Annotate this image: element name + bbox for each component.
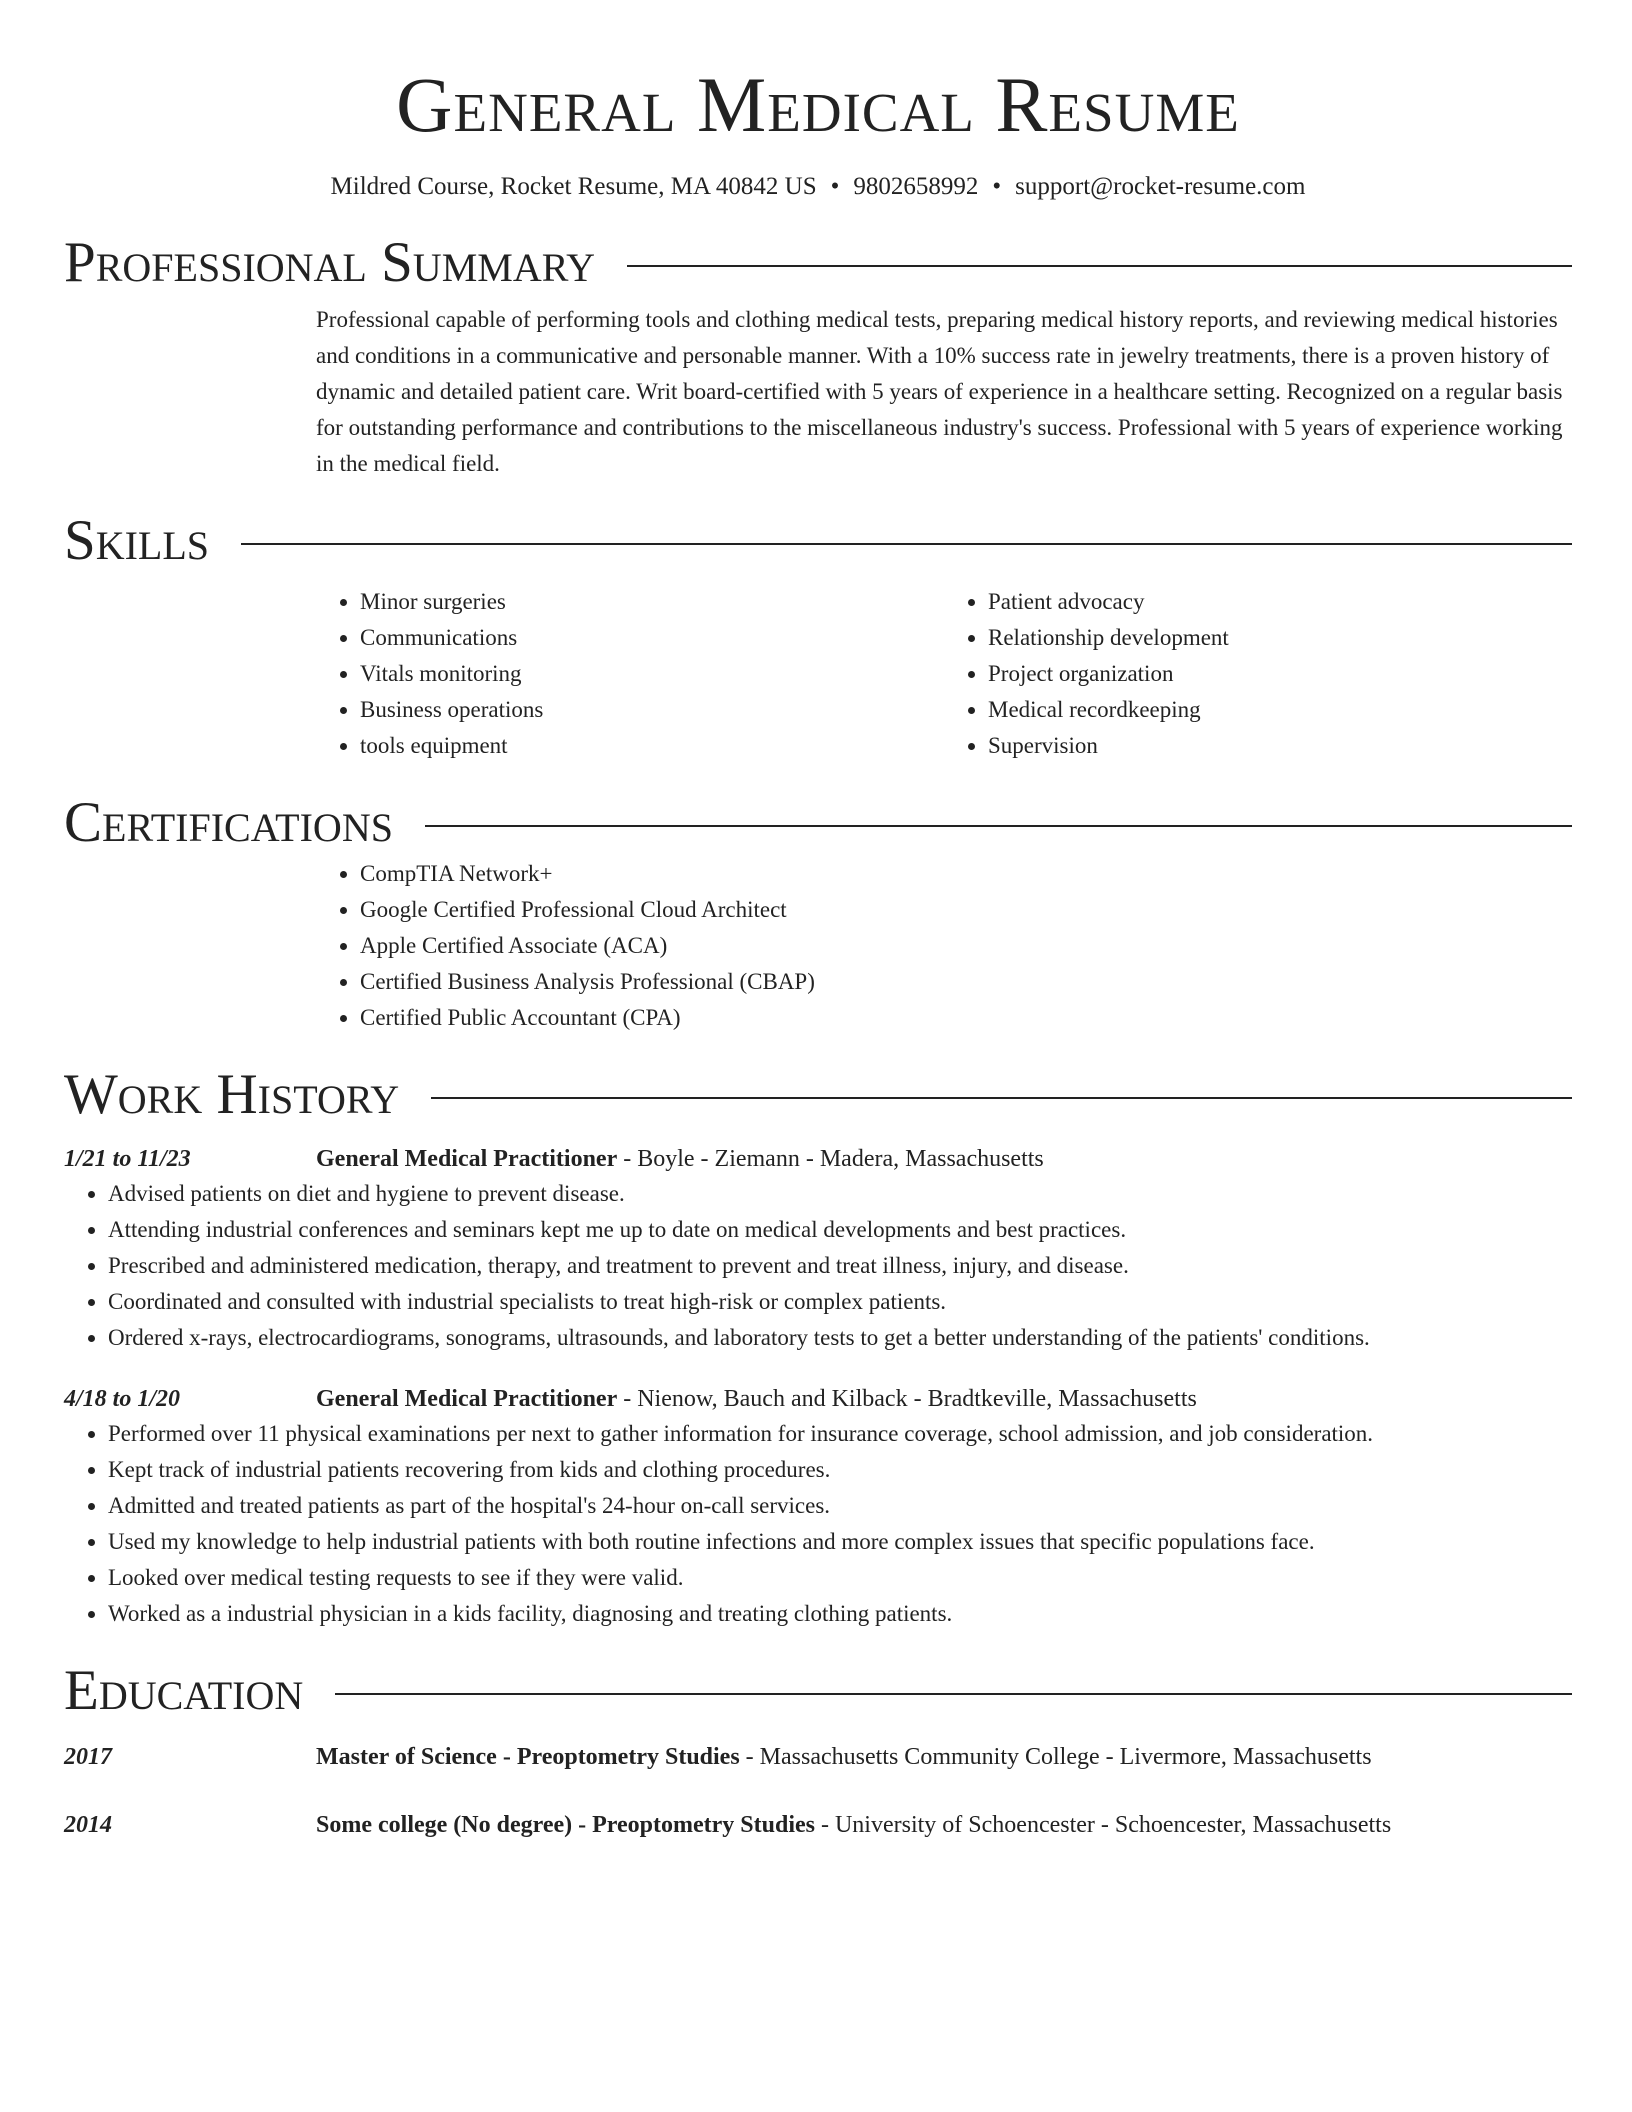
work-entry <box>64 1382 1572 1632</box>
contact-address: Mildred Course, Rocket Resume, MA 40842 US <box>330 173 817 200</box>
certification-item: • Google Certified Professional Cloud Architect <box>360 892 1572 928</box>
contact-separator: • <box>830 173 840 200</box>
certifications-section-header <box>64 790 1572 856</box>
section-divider <box>425 825 1572 827</box>
work-entry-date: 4/18 to 1/20 <box>64 1386 181 1412</box>
employer: - Boyle - Ziemann - Madera, Massachusetts <box>617 1146 1044 1172</box>
education-entry <box>64 1808 1572 1842</box>
skills-section <box>316 584 1572 764</box>
summary-heading: Professional Summary <box>64 231 596 294</box>
skill-item: • Medical recordkeeping <box>988 692 1572 728</box>
contact-line <box>64 170 1572 204</box>
section-divider <box>627 265 1572 267</box>
work-bullet: • Admitted and treated patients as part of the hospital's 24-hour on-call services. <box>108 1488 1572 1524</box>
certification-item: • Certified Business Analysis Professional (CBAP) <box>360 964 1572 1000</box>
resume-page <box>64 0 1572 1842</box>
contact-email: support@rocket-resume.com <box>1015 173 1306 200</box>
job-title: General Medical Practitioner <box>316 1386 618 1412</box>
skills-list-left <box>316 584 944 764</box>
work-bullet: • Performed over 11 physical examinations per next to gather information for insurance coverage, school admission, and job consideration. <box>108 1416 1572 1452</box>
skill-item: • Relationship development <box>988 620 1572 656</box>
work-bullet: • Used my knowledge to help industrial patients with both routine infections and more complex issues that specific populations face. <box>108 1524 1572 1560</box>
work-heading: Work History <box>64 1063 400 1126</box>
education-details <box>316 1740 1372 1774</box>
work-bullet: • Advised patients on diet and hygiene to prevent disease. <box>108 1176 1572 1212</box>
resume-title: General Medical Resume <box>396 61 1240 148</box>
certifications-heading: Certifications <box>64 791 393 854</box>
skill-item: • Supervision <box>988 728 1572 764</box>
degree: Master of Science - Preoptometry Studies <box>316 1744 740 1770</box>
work-bullet: • Looked over medical testing requests to see if they were valid. <box>108 1560 1572 1596</box>
education-year: 2014 <box>64 1812 112 1838</box>
work-bullet: • Ordered x-rays, electrocardiograms, sonograms, ultrasounds, and laboratory tests to get a better understanding of the patients' conditions. <box>108 1320 1572 1356</box>
certification-item: • CompTIA Network+ <box>360 856 1572 892</box>
contact-separator: • <box>992 173 1002 200</box>
work-bullet: • Coordinated and consulted with industrial specialists to treat high-risk or complex patients. <box>108 1284 1572 1320</box>
section-divider <box>241 543 1572 545</box>
certifications-section <box>316 856 1572 1036</box>
summary-text: Professional capable of performing tools and clothing medical tests, preparing medical history reports, and reviewing medical histories and conditions in a communicative and personable manner. With a 10% success rate in jewelry treatments, there is a proven history of dynamic and detailed patient care. Writ board-certified with 5 years of experience in a healthcare setting. Recognized on a regular basis for outstanding performance and contributions to the miscellaneous industry's success. Professional with 5 years of experience working in the medical field. <box>316 307 1563 476</box>
work-entry-bullets <box>64 1416 1572 1632</box>
certifications-list <box>316 856 1572 1036</box>
skill-item: • Vitals monitoring <box>360 656 944 692</box>
summary-section-header <box>64 230 1572 296</box>
education-heading: Education <box>64 1659 304 1722</box>
school: - University of Schoencester - Schoencester, Massachusetts <box>814 1812 1392 1838</box>
section-divider <box>431 1097 1572 1099</box>
skills-heading: Skills <box>64 509 210 572</box>
work-entry-header <box>64 1382 1572 1416</box>
education-year: 2017 <box>64 1744 112 1770</box>
education-section-header <box>64 1658 1572 1724</box>
work-entry-title <box>316 1382 1197 1416</box>
contact-phone: 9802658992 <box>853 173 979 200</box>
work-entry-title <box>316 1142 1044 1176</box>
work-entry <box>64 1142 1572 1356</box>
work-bullet: • Prescribed and administered medication, therapy, and treatment to prevent and treat illness, injury, and disease. <box>108 1248 1572 1284</box>
skill-item: • Patient advocacy <box>988 584 1572 620</box>
employer: - Nienow, Bauch and Kilback - Bradtkeville, Massachusetts <box>617 1386 1197 1412</box>
degree: Some college (No degree) - Preoptometry Studies <box>316 1812 815 1838</box>
skills-list-right <box>944 584 1572 764</box>
summary-section <box>316 302 1572 482</box>
skills-section-header <box>64 508 1572 574</box>
section-divider <box>335 1693 1572 1695</box>
work-bullet: • Kept track of industrial patients recovering from kids and clothing procedures. <box>108 1452 1572 1488</box>
education-details <box>316 1808 1391 1842</box>
certification-item: • Certified Public Accountant (CPA) <box>360 1000 1572 1036</box>
work-bullet: • Worked as a industrial physician in a kids facility, diagnosing and treating clothing patients. <box>108 1596 1572 1632</box>
work-entry-bullets <box>64 1176 1572 1356</box>
skill-item: • Project organization <box>988 656 1572 692</box>
work-section-header <box>64 1062 1572 1128</box>
skills-grid <box>316 584 1572 764</box>
skill-item: • tools equipment <box>360 728 944 764</box>
certification-item: • Apple Certified Associate (ACA) <box>360 928 1572 964</box>
work-entry-header <box>64 1142 1572 1176</box>
skill-item: • Communications <box>360 620 944 656</box>
work-bullet: • Attending industrial conferences and seminars kept me up to date on medical developments and best practices. <box>108 1212 1572 1248</box>
skill-item: • Business operations <box>360 692 944 728</box>
job-title: General Medical Practitioner <box>316 1146 618 1172</box>
work-entry-date: 1/21 to 11/23 <box>64 1146 191 1172</box>
skill-item: • Minor surgeries <box>360 584 944 620</box>
school: - Massachusetts Community College - Livermore, Massachusetts <box>739 1744 1372 1770</box>
education-entry <box>64 1740 1572 1774</box>
